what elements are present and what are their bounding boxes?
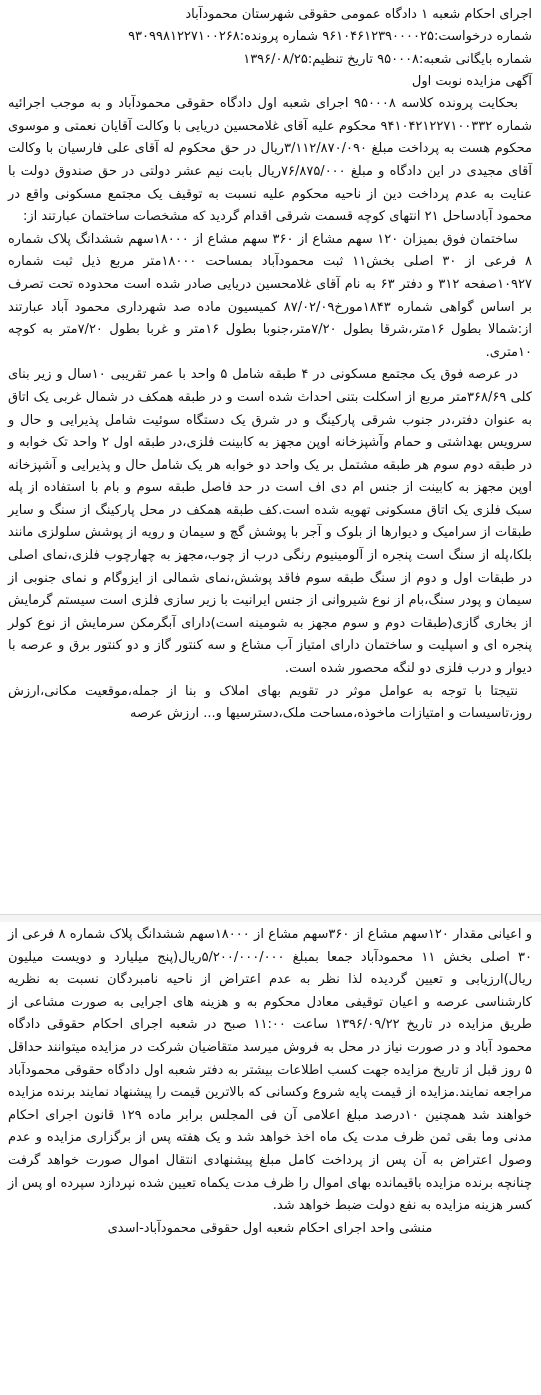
paragraph-auction-terms: و اعیانی مقدار ۱۲۰سهم مشاع از ۳۶۰سهم مشاع از ۱۸۰۰۰سهم ششدانگ پلاک شماره ۸ فرعی از ۳۰ اصلی بخش ۱۱ محمودآباد جمعا بمبلغ ۵/۲۰۰/۰۰۰/۰۰۰ریال(پنج میلیارد و دویست میلیون ریال)ارزیابی و تعیین گردیده لذا نظر به عدم اعتراض از ناحیه نامبردگان نسبت به نظریه کارشناسی عرصه و اعیان توقیفی معادل محکوم به و هزینه های اجرایی به صورت مشاعی از طریق مزایده در تاریخ ۱۳۹۶/۰۹/۲۲ ساعت ۱۱:۰۰ صبح در شعبه اجرای احکام حقوقی دادگاه محمود آباد و در صورت نیاز در محل به فروش میرسد متقاضیان شرکت در مزایده میتوانند حداقل ۵ روز قبل از تاریخ مزایده جهت کسب اطلاعات بیشتر به دفتر شعبه اول دادگاه حقوقی محمودآباد مراجعه نمایند.مزایده از قیمت پایه شروع وکسانی که بالاترین قیمت را پیشنهاد نمایند برنده مزایده خواهند شد همچنین ۱۰درصد مبلغ اعلامی آن فی المجلس برابر ماده ۱۲۹ قانون اجرای احکام مدنی وما بقی ثمن ظرف مدت یک ماه اخذ خواهد شد و یک هفته پس از برگزاری مزایده و عدم وصول اعتراض به آن پس از پرداخت کامل مبلغ پیشنهادی انتقال اموال صورت خواهد گرفت چنانچه برنده مزایده باقیمانده بهای اموال را ظرف مدت یکماه تعیین شده نپردازد سپرده او پس از کسر هزینه مزایده به نفع دولت ضبط خواهد شد.	[8, 927, 533, 1214]
header-archive-date: شماره بایگانی شعبه:۹۵۰۰۰۸ تاریخ تنظیم:۱۳۹۶/۰۸/۲۵	[243, 51, 532, 67]
notice-header	[0, 0, 541, 93]
paragraph-valuation-intro: نتیجتا با توجه به عوامل موثر در تقویم بهای املاک و بنا از جمله،موقعیت مکانی،ارزش روز،تاسیسات و امتیازات ماخوذه،مساحت ملک،دسترسیها و... ارزش عرصه	[8, 683, 532, 722]
paragraph-property-deed: ساختمان فوق بمیزان ۱۲۰ سهم مشاع از ۳۶۰ سهم مشاع از ۱۸۰۰۰سهم ششدانگ پلاک شماره ۸ فرعی از ۳۰ اصلی بخش۱۱ ثبت محمودآباد بمساحت ۱۸۰۰۰متر مربع ذیل ثبت شماره ۱۰۹۲۷صفحه ۳۱۲ و دفتر ۶۳ به نام آقای غلامحسین دریایی صادر شده است محدوده تحت تصرف بر اساس گواهی شماره ۱۸۴۳مورخ۸۷/۰۲/۰۹ کمیسیون ماده صد شهرداری محمود آباد عبارتند از:شمالا بطول ۱۶متر،شرقا بطول ۷/۲۰متر،جنوبا بطول ۱۶متر و غربا بطول ۷/۲۰متر به کوچه ۱۰متری.	[8, 231, 533, 360]
header-request-case-numbers: شماره درخواست:۹۶۱۰۴۶۱۲۳۹۰۰۰۰۲۵ شماره پرونده:۹۳۰۹۹۸۱۲۲۷۱۰۰۲۶۸	[128, 29, 532, 45]
header-court-name: اجرای احکام شعبه ۱ دادگاه عمومی حقوقی شهرستان محمودآباد	[185, 7, 532, 22]
paragraph-case-summary: بحکایت پرونده کلاسه ۹۵۰۰۰۸ اجرای شعبه اول دادگاه حقوقی محمودآباد و به موجب اجرائیه شماره ۹۴۱۰۴۲۱۲۲۷۱۰۰۳۳۲ محکوم علیه آقای غلامحسین دریایی با وکالت آقایان نعمتی و موسوی محکوم هست به پرداخت مبلغ ۳/۱۱۲/۸۷۰/۰۹۰ریال در حق محکوم له آقای علی فارسیان با وکالت آقای مجیدی در این دادگاه و مبلغ ۷۶/۸۷۵/۰۰۰ریال بابت نیم عشر دولتی در حق صندوق دولت با عنایت به عدم پرداخت دین از ناحیه محکوم علیه نسبت به توقیف یک مجتمع مسکونی واقع در محمود آبادساحل ۲۱ انتهای کوچه قسمت شرقی اقدام گردید که مشخصات ساختمان عبارتند از:	[8, 96, 532, 225]
notice-title: آگهی مزایده نوبت اول	[411, 73, 532, 89]
signature-line: منشی واحد اجرای احکام شعبه اول حقوقی محمودآباد-اسدی	[107, 1220, 433, 1236]
notice-part-2	[0, 922, 541, 1395]
paragraph-building-description: در عرصه فوق یک مجتمع مسکونی در ۴ طبقه شامل ۵ واحد با عمر تقریبی ۱۰سال و زیر بنای کلی ۳۶۸/۶۹متر مربع از اسکلت بتنی احداث شده است و در طبقه همکف در شمال غربی یک اتاق به عنوان دفتر،در جنوب شرقی پارکینگ و در شرق یک دستگاه سوئیت شامل پذیرایی و حال و سرویس بهداشتی و حمام وآشپزخانه اوپن مجهز به کابینت فلزی،در طبقه اول ۲ واحد تک خوابه و در طبقه دوم سوم هر طبقه مشتمل بر یک واحد دو خوابه هر یک شامل حال و پذیرایی و آشپزخانه اوپن مجهز به کابینت از جنس ام دی اف است در حد فاصل طبقه سوم و بام با استفاده از پله سبک فلزی یک اتاق مسکونی تهویه شده است.کف طبقه همکف در محل پارکینگ از سنگ و سایر طبقات از سرامیک و دیوارها از بلوک و آجر با پوشش گچ و سیمان و رویه از پوشش سلولزی مانند بلکا،پله از سنگ است پنجره از آلومینیوم رنگی درب از چوب،مجهز به چهارچوب فلزی،نمای اصلی در طبقات اول و دوم از سنگ طبقه سوم فاقد پوشش،نمای شمالی از ایزوگام و نمای جنوبی از سیمان و پودر سنگ،بام از نوع شیروانی از جنس ایرانیت با زیر سازی فلزی است سیستم گرمایش از بخاری گازی(طبقات دوم و سوم مجهز به شومینه است)دارای آبگرمکن سرمایش از نوع کولر پنجره ای و اسپلیت و ساختمان دارای امتیاز آب مشاع و سه کنتور گاز و دو کنتور برق و عرصه با دیوار و درب فلزی دو لنگه محصور شده است.	[8, 367, 532, 677]
